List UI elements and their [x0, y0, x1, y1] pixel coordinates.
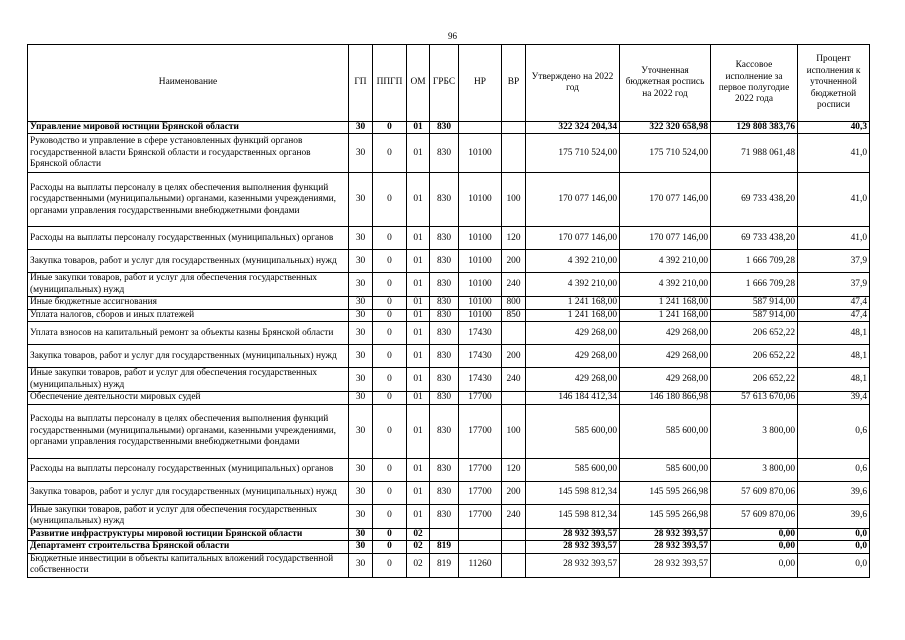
row-ppgp: 0 [373, 553, 407, 577]
row-refined: 4 392 210,00 [620, 250, 711, 273]
table-row [28, 122, 870, 134]
row-refined: 4 392 210,00 [620, 273, 711, 297]
row-gp: 30 [349, 528, 373, 540]
row-refined: 175 710 524,00 [620, 134, 711, 173]
row-om: 01 [407, 345, 430, 368]
row-vr: 120 [502, 227, 526, 250]
row-grbs: 819 [430, 541, 459, 553]
row-percent: 39,6 [798, 504, 870, 528]
row-approved: 1 241 168,00 [526, 309, 620, 321]
row-percent: 41,0 [798, 134, 870, 173]
row-om: 01 [407, 250, 430, 273]
row-om: 01 [407, 404, 430, 458]
row-ppgp: 0 [373, 309, 407, 321]
row-om: 01 [407, 297, 430, 309]
row-grbs: 830 [430, 368, 459, 392]
row-refined: 28 932 393,57 [620, 528, 711, 540]
table-row [28, 504, 870, 528]
row-refined: 429 268,00 [620, 345, 711, 368]
row-gp: 30 [349, 227, 373, 250]
header-refined: Уточненная бюджетная роспись на 2022 год [620, 45, 711, 122]
row-vr: 240 [502, 504, 526, 528]
row-om: 01 [407, 173, 430, 227]
row-vr: 800 [502, 297, 526, 309]
row-cash: 206 652,22 [711, 368, 798, 392]
table-row [28, 273, 870, 297]
row-approved: 585 600,00 [526, 404, 620, 458]
row-ppgp: 0 [373, 250, 407, 273]
row-np [459, 541, 502, 553]
row-gp: 30 [349, 250, 373, 273]
row-om: 01 [407, 134, 430, 173]
row-refined: 429 268,00 [620, 368, 711, 392]
row-refined: 145 595 266,98 [620, 481, 711, 504]
row-grbs [430, 528, 459, 540]
row-ppgp: 0 [373, 297, 407, 309]
row-om: 01 [407, 322, 430, 345]
row-cash: 206 652,22 [711, 345, 798, 368]
row-approved: 28 932 393,57 [526, 528, 620, 540]
row-gp: 30 [349, 458, 373, 481]
row-np: 17430 [459, 368, 502, 392]
row-name: Обеспечение деятельности мировых судей [28, 392, 349, 404]
row-np: 10100 [459, 134, 502, 173]
table-row [28, 481, 870, 504]
row-ppgp: 0 [373, 528, 407, 540]
row-approved: 585 600,00 [526, 458, 620, 481]
row-ppgp: 0 [373, 481, 407, 504]
row-grbs: 830 [430, 481, 459, 504]
header-name: Наименование [28, 45, 349, 122]
row-gp: 30 [349, 541, 373, 553]
row-percent: 39,4 [798, 392, 870, 404]
row-np: 10100 [459, 273, 502, 297]
row-vr [502, 528, 526, 540]
row-cash: 587 914,00 [711, 309, 798, 321]
header-vr: ВР [502, 45, 526, 122]
row-refined: 146 180 866,98 [620, 392, 711, 404]
row-grbs: 830 [430, 173, 459, 227]
row-name: Управление мировой юстиции Брянской области [28, 122, 349, 134]
row-np: 10100 [459, 297, 502, 309]
header-np: НР [459, 45, 502, 122]
row-ppgp: 0 [373, 392, 407, 404]
row-ppgp: 0 [373, 134, 407, 173]
row-ppgp: 0 [373, 504, 407, 528]
table-row [28, 528, 870, 540]
row-percent: 0,6 [798, 404, 870, 458]
row-ppgp: 0 [373, 345, 407, 368]
header-om: ОМ [407, 45, 430, 122]
row-name: Закупка товаров, работ и услуг для государственных (муниципальных) нужд [28, 345, 349, 368]
row-percent: 48,1 [798, 345, 870, 368]
row-gp: 30 [349, 322, 373, 345]
row-gp: 30 [349, 392, 373, 404]
row-cash: 57 609 870,06 [711, 481, 798, 504]
row-ppgp: 0 [373, 368, 407, 392]
page-number: 96 [448, 31, 457, 41]
row-approved: 146 184 412,34 [526, 392, 620, 404]
row-percent: 37,9 [798, 273, 870, 297]
row-name: Иные закупки товаров, работ и услуг для обеспечения государственных (муниципальных) нужд [28, 368, 349, 392]
table-row [28, 345, 870, 368]
row-vr [502, 553, 526, 577]
header-grbs: ГРБС [430, 45, 459, 122]
table-row [28, 309, 870, 321]
row-refined: 1 241 168,00 [620, 297, 711, 309]
row-percent: 48,1 [798, 368, 870, 392]
row-name: Закупка товаров, работ и услуг для государственных (муниципальных) нужд [28, 250, 349, 273]
row-name: Департамент строительства Брянской области [28, 541, 349, 553]
table-row [28, 392, 870, 404]
row-vr [502, 322, 526, 345]
row-approved: 429 268,00 [526, 345, 620, 368]
row-vr: 120 [502, 458, 526, 481]
row-grbs: 830 [430, 404, 459, 458]
row-percent: 39,6 [798, 481, 870, 504]
header-approved: Утверждено на 2022 год [526, 45, 620, 122]
header-percent: Процент исполнения к уточненной бюджетной росписи [798, 45, 870, 122]
header-cash: Кассовое исполнение за первое полугодие 2022 года [711, 45, 798, 122]
row-grbs: 830 [430, 134, 459, 173]
row-percent: 48,1 [798, 322, 870, 345]
row-approved: 322 324 204,34 [526, 122, 620, 134]
row-grbs: 819 [430, 553, 459, 577]
row-np: 17430 [459, 345, 502, 368]
row-cash: 3 800,00 [711, 404, 798, 458]
row-ppgp: 0 [373, 322, 407, 345]
row-approved: 145 598 812,34 [526, 504, 620, 528]
row-om: 02 [407, 528, 430, 540]
row-refined: 28 932 393,57 [620, 541, 711, 553]
row-refined: 28 932 393,57 [620, 553, 711, 577]
row-om: 01 [407, 122, 430, 134]
row-om: 01 [407, 368, 430, 392]
row-ppgp: 0 [373, 122, 407, 134]
row-name: Расходы на выплаты персоналу государственных (муниципальных) органов [28, 227, 349, 250]
row-approved: 170 077 146,00 [526, 227, 620, 250]
row-np: 17700 [459, 504, 502, 528]
row-approved: 28 932 393,57 [526, 541, 620, 553]
row-gp: 30 [349, 481, 373, 504]
row-np: 10100 [459, 227, 502, 250]
row-vr: 100 [502, 404, 526, 458]
row-name: Иные закупки товаров, работ и услуг для обеспечения государственных (муниципальных) нужд [28, 273, 349, 297]
row-approved: 429 268,00 [526, 368, 620, 392]
row-cash: 1 666 709,28 [711, 250, 798, 273]
row-grbs: 830 [430, 504, 459, 528]
row-vr: 100 [502, 173, 526, 227]
row-vr [502, 122, 526, 134]
row-np: 17700 [459, 458, 502, 481]
row-om: 01 [407, 392, 430, 404]
row-om: 01 [407, 458, 430, 481]
row-percent: 0,0 [798, 541, 870, 553]
row-np [459, 122, 502, 134]
row-vr [502, 134, 526, 173]
row-grbs: 830 [430, 392, 459, 404]
row-np: 11260 [459, 553, 502, 577]
row-percent: 47,4 [798, 309, 870, 321]
row-ppgp: 0 [373, 173, 407, 227]
row-np: 10100 [459, 309, 502, 321]
row-grbs: 830 [430, 227, 459, 250]
row-gp: 30 [349, 504, 373, 528]
row-approved: 170 077 146,00 [526, 173, 620, 227]
table-row [28, 541, 870, 553]
row-vr: 200 [502, 481, 526, 504]
table-row [28, 297, 870, 309]
row-gp: 30 [349, 345, 373, 368]
row-cash: 57 613 670,06 [711, 392, 798, 404]
row-vr: 240 [502, 273, 526, 297]
row-np: 17700 [459, 404, 502, 458]
row-np: 10100 [459, 250, 502, 273]
budget-table [27, 44, 870, 578]
row-vr [502, 541, 526, 553]
row-gp: 30 [349, 553, 373, 577]
row-np [459, 528, 502, 540]
table-row [28, 404, 870, 458]
row-refined: 585 600,00 [620, 458, 711, 481]
row-np: 17700 [459, 392, 502, 404]
row-grbs: 830 [430, 345, 459, 368]
row-vr: 200 [502, 345, 526, 368]
row-name: Расходы на выплаты персоналу в целях обеспечения выполнения функций государственными (муниципальными) органами, казенными учреждениями, органами управления государственными внебюджетными фондами [28, 173, 349, 227]
row-grbs: 830 [430, 322, 459, 345]
header-row [28, 45, 870, 122]
header-gp: ГП [349, 45, 373, 122]
row-ppgp: 0 [373, 541, 407, 553]
row-gp: 30 [349, 122, 373, 134]
row-approved: 1 241 168,00 [526, 297, 620, 309]
row-gp: 30 [349, 404, 373, 458]
row-name: Иные бюджетные ассигнования [28, 297, 349, 309]
row-ppgp: 0 [373, 458, 407, 481]
row-refined: 322 320 658,98 [620, 122, 711, 134]
row-percent: 47,4 [798, 297, 870, 309]
table-row [28, 173, 870, 227]
row-ppgp: 0 [373, 273, 407, 297]
row-om: 02 [407, 541, 430, 553]
table-row [28, 368, 870, 392]
row-percent: 0,0 [798, 553, 870, 577]
row-refined: 170 077 146,00 [620, 173, 711, 227]
row-vr: 240 [502, 368, 526, 392]
row-gp: 30 [349, 173, 373, 227]
row-grbs: 830 [430, 273, 459, 297]
row-om: 02 [407, 553, 430, 577]
row-percent: 40,3 [798, 122, 870, 134]
row-vr: 200 [502, 250, 526, 273]
row-vr: 850 [502, 309, 526, 321]
row-np: 17430 [459, 322, 502, 345]
header-ppgp: ППГП [373, 45, 407, 122]
row-grbs: 830 [430, 250, 459, 273]
row-om: 01 [407, 273, 430, 297]
row-cash: 0,00 [711, 541, 798, 553]
table-row [28, 250, 870, 273]
row-approved: 429 268,00 [526, 322, 620, 345]
row-refined: 429 268,00 [620, 322, 711, 345]
row-grbs: 830 [430, 458, 459, 481]
row-name: Руководство и управление в сфере установленных функций органов государственной власти Брянской области и государственных органов Брянской области [28, 134, 349, 173]
table-row [28, 458, 870, 481]
row-name: Расходы на выплаты персоналу государственных (муниципальных) органов [28, 458, 349, 481]
row-gp: 30 [349, 368, 373, 392]
row-approved: 175 710 524,00 [526, 134, 620, 173]
row-gp: 30 [349, 309, 373, 321]
row-np: 17700 [459, 481, 502, 504]
row-refined: 145 595 266,98 [620, 504, 711, 528]
row-cash: 3 800,00 [711, 458, 798, 481]
row-cash: 69 733 438,20 [711, 173, 798, 227]
row-gp: 30 [349, 297, 373, 309]
row-vr [502, 392, 526, 404]
row-cash: 587 914,00 [711, 297, 798, 309]
row-np: 10100 [459, 173, 502, 227]
row-percent: 0,0 [798, 528, 870, 540]
table-row [28, 553, 870, 577]
row-ppgp: 0 [373, 404, 407, 458]
row-ppgp: 0 [373, 227, 407, 250]
row-name: Уплата налогов, сборов и иных платежей [28, 309, 349, 321]
row-grbs: 830 [430, 122, 459, 134]
row-cash: 1 666 709,28 [711, 273, 798, 297]
row-percent: 41,0 [798, 227, 870, 250]
row-name: Бюджетные инвестиции в объекты капитальных вложений государственной собственности [28, 553, 349, 577]
row-name: Развитие инфраструктуры мировой юстиции Брянской области [28, 528, 349, 540]
row-cash: 129 808 383,76 [711, 122, 798, 134]
row-gp: 30 [349, 273, 373, 297]
row-percent: 0,6 [798, 458, 870, 481]
row-name: Расходы на выплаты персоналу в целях обеспечения выполнения функций государственными (муниципальными) органами, казенными учреждениями, органами управления государственными внебюджетными фондами [28, 404, 349, 458]
row-name: Уплата взносов на капитальный ремонт за объекты казны Брянской области [28, 322, 349, 345]
row-cash: 69 733 438,20 [711, 227, 798, 250]
row-om: 01 [407, 481, 430, 504]
row-om: 01 [407, 309, 430, 321]
row-gp: 30 [349, 134, 373, 173]
row-refined: 170 077 146,00 [620, 227, 711, 250]
row-cash: 71 988 061,48 [711, 134, 798, 173]
row-name: Закупка товаров, работ и услуг для государственных (муниципальных) нужд [28, 481, 349, 504]
row-name: Иные закупки товаров, работ и услуг для обеспечения государственных (муниципальных) нужд [28, 504, 349, 528]
row-grbs: 830 [430, 309, 459, 321]
table-row [28, 134, 870, 173]
row-approved: 4 392 210,00 [526, 250, 620, 273]
row-approved: 4 392 210,00 [526, 273, 620, 297]
row-om: 01 [407, 504, 430, 528]
row-percent: 41,0 [798, 173, 870, 227]
table-row [28, 227, 870, 250]
row-om: 01 [407, 227, 430, 250]
row-refined: 1 241 168,00 [620, 309, 711, 321]
row-cash: 0,00 [711, 528, 798, 540]
row-cash: 57 609 870,06 [711, 504, 798, 528]
row-approved: 28 932 393,57 [526, 553, 620, 577]
row-percent: 37,9 [798, 250, 870, 273]
table-row [28, 322, 870, 345]
row-cash: 0,00 [711, 553, 798, 577]
row-cash: 206 652,22 [711, 322, 798, 345]
row-refined: 585 600,00 [620, 404, 711, 458]
row-grbs: 830 [430, 297, 459, 309]
row-approved: 145 598 812,34 [526, 481, 620, 504]
